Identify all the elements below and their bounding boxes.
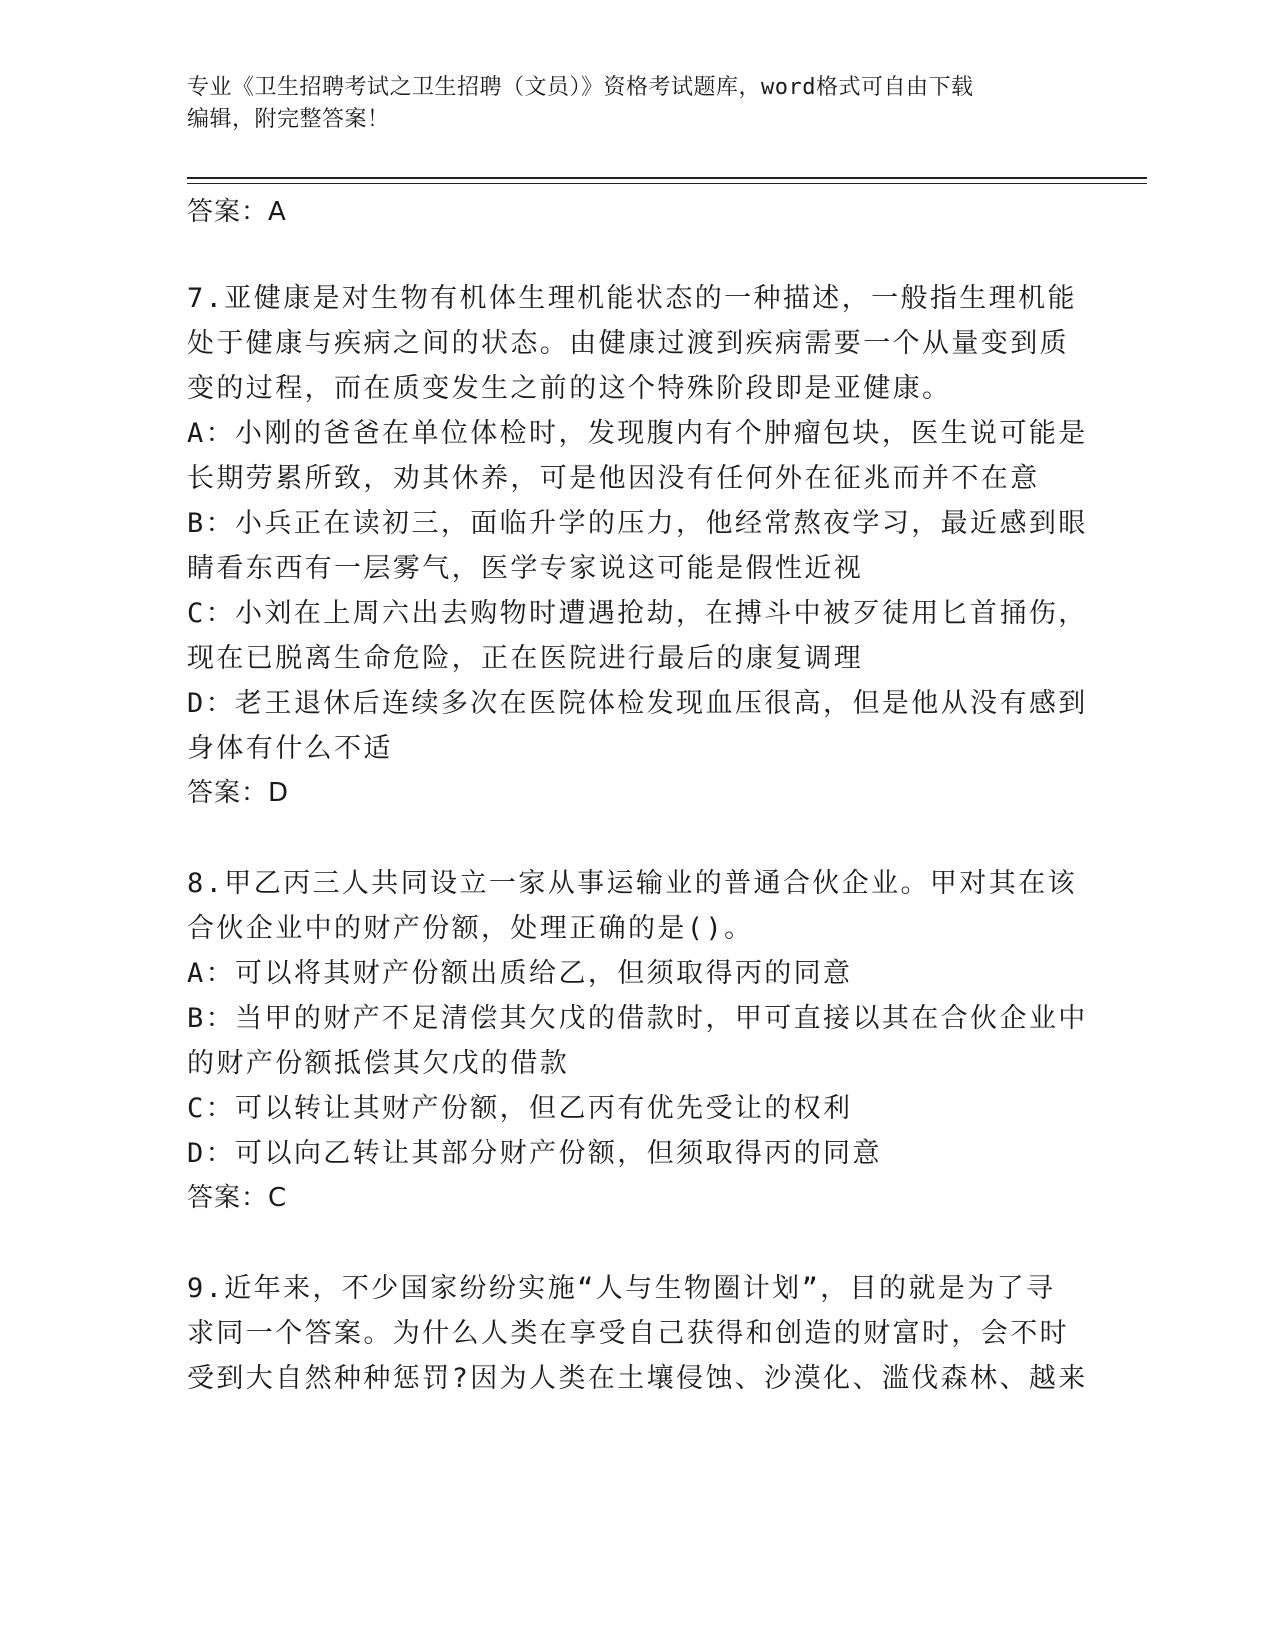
header-divider-thick: [187, 177, 1147, 179]
question-7-line: 处于健康与疾病之间的状态。由健康过渡到疾病需要一个从量变到质: [187, 328, 1069, 359]
header-line-1: 专业《卫生招聘考试之卫生招聘（文员）》资格考试题库，word格式可自由下载: [187, 75, 974, 100]
question-8-option-a: A：可以将其财产份额出质给乙，但须取得丙的同意: [187, 958, 853, 989]
question-7-option-b: B：小兵正在读初三，面临升学的压力，他经常熬夜学习，最近感到眼: [187, 508, 1088, 539]
question-7-option-b-cont: 睛看东西有一层雾气，医学专家说这可能是假性近视: [187, 553, 864, 584]
question-content: [187, 190, 1088, 1401]
spacer: [187, 235, 1067, 276]
question-7-option-d-cont: 身体有什么不适: [187, 733, 393, 764]
question-8: [187, 861, 1088, 1221]
question-7-answer: 答案：D: [187, 778, 290, 808]
question-9-line: 求同一个答案。为什么人类在享受自己获得和创造的财富时，会不时: [187, 1318, 1069, 1349]
question-8-option-b-cont: 的财产份额抵偿其欠戊的借款: [187, 1048, 570, 1079]
question-7-option-c-cont: 现在已脱离生命危险，正在医院进行最后的康复调理: [187, 643, 864, 674]
question-9-line: 9.近年来，不少国家纷纷实施“人与生物圈计划”，目的就是为了寻: [187, 1273, 1056, 1304]
question-8-option-b: B：当甲的财产不足清偿其欠戊的借款时，甲可直接以其在合伙企业中: [187, 1003, 1088, 1034]
question-9: [187, 1266, 1088, 1401]
question-8-line: 8.甲乙丙三人共同设立一家从事运输业的普通合伙企业。甲对其在该: [187, 868, 1077, 899]
question-8-answer: 答案：C: [187, 1183, 288, 1213]
question-7-option-c: C：小刘在上周六出去购物时遭遇抢劫，在搏斗中被歹徒用匕首捅伤，: [187, 598, 1088, 629]
spacer: [187, 1221, 1067, 1266]
header-line-2: 编辑，附完整答案！: [187, 107, 390, 132]
answer-previous: 答案：A: [187, 197, 287, 227]
spacer: [187, 816, 1067, 861]
question-7: [187, 276, 1088, 816]
question-7-option-d: D：老王退休后连续多次在医院体检发现血压很高，但是他从没有感到: [187, 688, 1088, 719]
question-7-option-a: A：小刚的爸爸在单位体检时，发现腹内有个肿瘤包块，医生说可能是: [187, 418, 1088, 449]
question-8-line: 合伙企业中的财产份额，处理正确的是()。: [187, 913, 754, 944]
question-7-line: 变的过程，而在质变发生之前的这个特殊阶段即是亚健康。: [187, 373, 952, 404]
page-header: [187, 72, 1067, 136]
question-8-option-c: C：可以转让其财产份额，但乙丙有优先受让的权利: [187, 1093, 853, 1124]
question-8-option-d: D：可以向乙转让其部分财产份额，但须取得丙的同意: [187, 1138, 882, 1169]
question-7-line: 7.亚健康是对生物有机体生理机能状态的一种描述，一般指生理机能: [187, 283, 1077, 314]
question-9-line: 受到大自然种种惩罚?因为人类在土壤侵蚀、沙漠化、滥伐森林、越来: [187, 1363, 1088, 1394]
question-7-option-a-cont: 长期劳累所致，劝其休养，可是他因没有任何外在征兆而并不在意: [187, 463, 1040, 494]
header-divider-thin: [187, 183, 1147, 184]
